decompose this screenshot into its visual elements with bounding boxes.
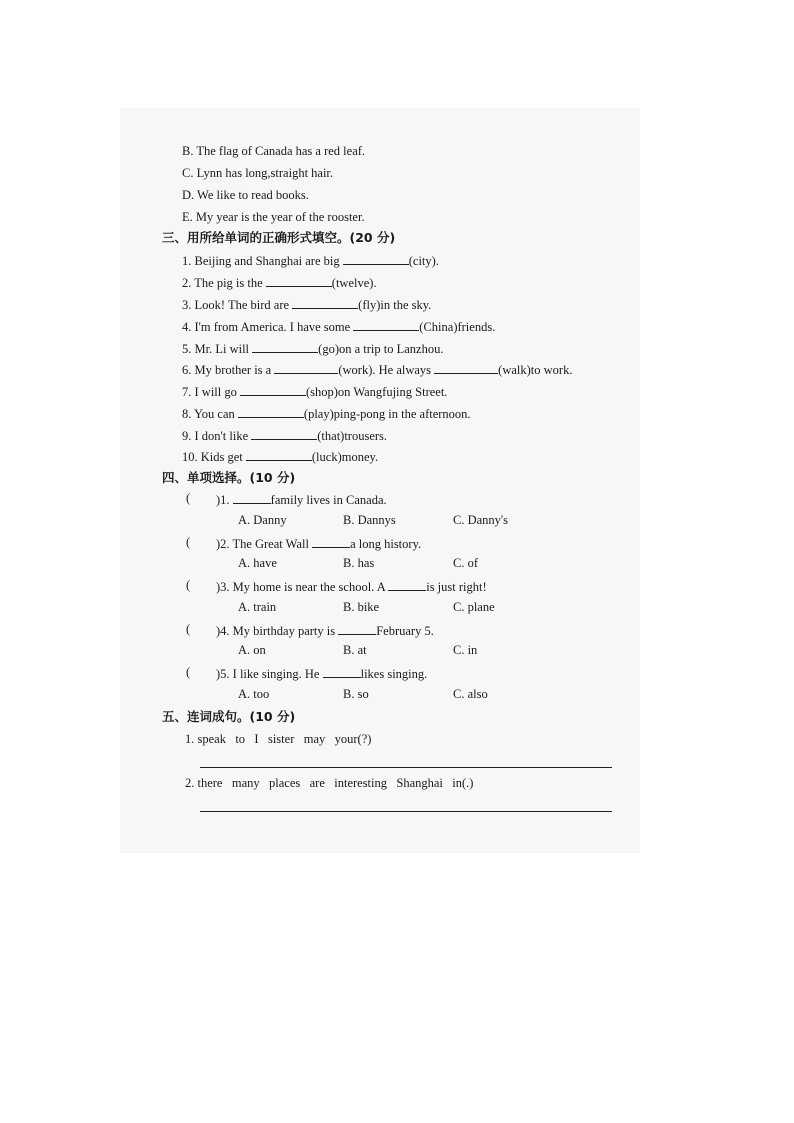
- answer-blank[interactable]: [388, 578, 426, 591]
- mc-option-a[interactable]: A. train: [238, 600, 277, 614]
- fill-item-7: 7. I will go (shop)on Wangfujing Street.: [182, 385, 448, 399]
- section-5-title: 五、连词成句。(10 分): [162, 709, 296, 724]
- fill-item-9: 9. I don't like (that)trousers.: [182, 429, 388, 443]
- answer-blank[interactable]: [246, 448, 312, 461]
- fill-item-6: 6. My brother is a (work). He always (walk)to work.: [182, 363, 573, 377]
- answer-paren[interactable]: (: [186, 665, 191, 679]
- fill-item-2: 2. The pig is the (twelve).: [182, 276, 377, 290]
- fill-item-10: 10. Kids get (luck)money.: [182, 450, 379, 464]
- mc-option-c[interactable]: C. Danny's: [453, 513, 509, 527]
- section-3-title: 三、用所给单词的正确形式填空。(20 分): [162, 230, 396, 245]
- mc-option-b[interactable]: B. Dannys: [343, 513, 396, 527]
- reorder-item-2: 2. there many places are interesting Shanghai in(.): [185, 776, 474, 790]
- mc-option-c[interactable]: C. plane: [453, 600, 495, 614]
- fill-item-8: 8. You can (play)ping-pong in the afternoon.: [182, 407, 471, 421]
- matching-option-d: D. We like to read books.: [182, 188, 309, 202]
- answer-blank[interactable]: [266, 274, 332, 287]
- mc-option-c[interactable]: C. in: [453, 643, 478, 657]
- answer-blank[interactable]: [353, 318, 419, 331]
- mc-question-5: )5. I like singing. He likes singing.: [216, 667, 428, 681]
- answer-blank[interactable]: [251, 427, 317, 440]
- mc-option-a[interactable]: A. too: [238, 687, 270, 701]
- mc-question-4: )4. My birthday party is February 5.: [216, 624, 434, 638]
- answer-blank[interactable]: [434, 361, 498, 374]
- answer-blank[interactable]: [338, 622, 376, 635]
- matching-option-c: C. Lynn has long,straight hair.: [182, 166, 334, 180]
- mc-option-a[interactable]: A. have: [238, 556, 277, 570]
- answer-blank[interactable]: [252, 340, 318, 353]
- mc-option-c[interactable]: C. of: [453, 556, 478, 570]
- answer-blank[interactable]: [323, 665, 361, 678]
- fill-item-4: 4. I'm from America. I have some (China)friends.: [182, 320, 496, 334]
- reorder-item-1: 1. speak to I sister may your(?): [185, 732, 372, 746]
- answer-blank[interactable]: [274, 361, 338, 374]
- answer-blank[interactable]: [233, 491, 271, 504]
- mc-option-b[interactable]: B. so: [343, 687, 369, 701]
- answer-blank[interactable]: [312, 535, 350, 548]
- matching-option-e: E. My year is the year of the rooster.: [182, 210, 365, 224]
- mc-option-a[interactable]: A. Danny: [238, 513, 287, 527]
- answer-paren[interactable]: (: [186, 578, 191, 592]
- mc-option-a[interactable]: A. on: [238, 643, 266, 657]
- answer-line[interactable]: [200, 767, 612, 768]
- fill-item-3: 3. Look! The bird are (fly)in the sky.: [182, 298, 432, 312]
- matching-option-b: B. The flag of Canada has a red leaf.: [182, 144, 366, 158]
- answer-paren[interactable]: (: [186, 622, 191, 636]
- answer-blank[interactable]: [240, 383, 306, 396]
- answer-paren[interactable]: (: [186, 535, 191, 549]
- fill-item-5: 5. Mr. Li will (go)on a trip to Lanzhou.: [182, 342, 444, 356]
- section-4-title: 四、单项选择。(10 分): [162, 470, 296, 485]
- mc-option-b[interactable]: B. bike: [343, 600, 380, 614]
- mc-question-3: )3. My home is near the school. A is just right!: [216, 580, 487, 594]
- answer-paren[interactable]: (: [186, 491, 191, 505]
- answer-blank[interactable]: [292, 296, 358, 309]
- mc-option-b[interactable]: B. at: [343, 643, 367, 657]
- answer-blank[interactable]: [343, 252, 409, 265]
- answer-blank[interactable]: [238, 405, 304, 418]
- answer-line[interactable]: [200, 811, 612, 812]
- mc-question-2: )2. The Great Wall a long history.: [216, 537, 422, 551]
- mc-option-b[interactable]: B. has: [343, 556, 375, 570]
- mc-option-c[interactable]: C. also: [453, 687, 488, 701]
- fill-item-1: 1. Beijing and Shanghai are big (city).: [182, 254, 439, 268]
- mc-question-1: )1. family lives in Canada.: [216, 493, 387, 507]
